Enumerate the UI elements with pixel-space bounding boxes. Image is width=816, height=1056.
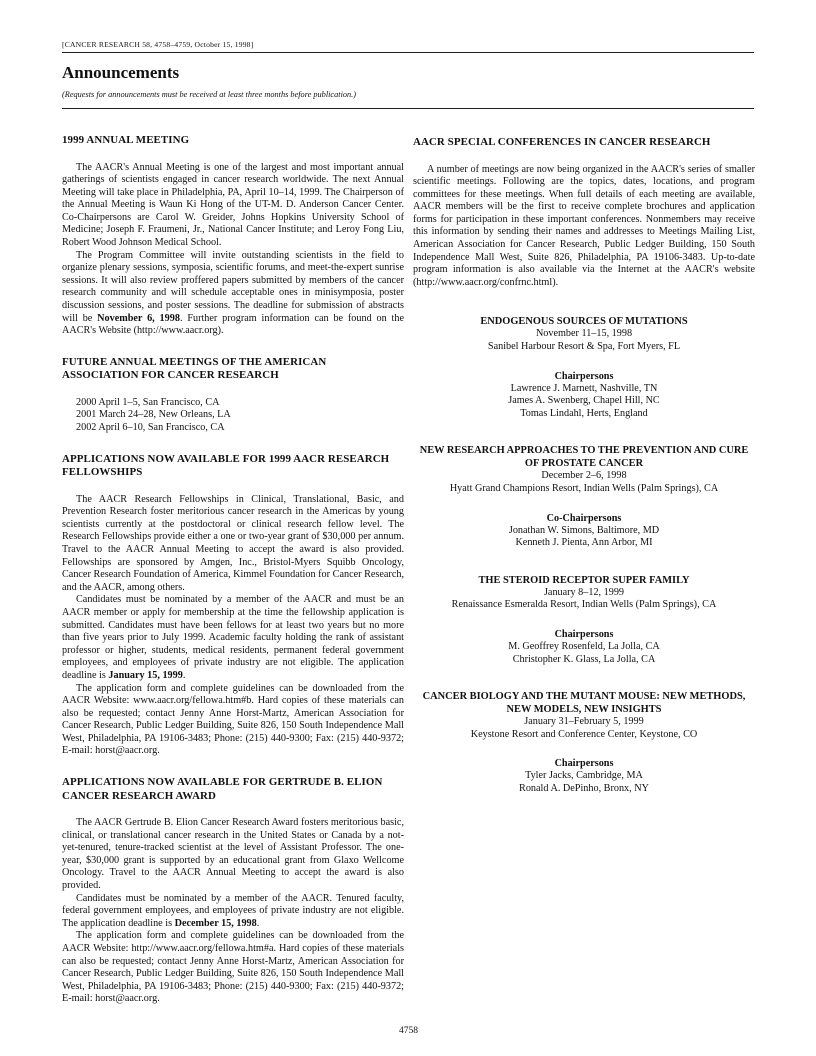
section-heading: FUTURE ANNUAL MEETINGS OF THE AMERICAN ASSOCIATION FOR CANCER RESEARCH (62, 355, 327, 382)
paragraph (62, 250, 404, 338)
paragraph (62, 594, 404, 682)
list-item: 2000 April 1–5, San Francisco, CA (76, 396, 220, 408)
conference-location: Keystone Resort and Conference Center, Keystone, CO (470, 728, 698, 740)
list-item: 2002 April 6–10, San Francisco, CA (76, 422, 225, 433)
page-subtitle: (Requests for announcements must be received at least three months before publication.) (62, 90, 357, 99)
conference-location: Sanibel Harbour Resort & Spa, Fort Myers, FL (487, 341, 681, 353)
elion-deadline: December 15, 1998 (174, 917, 257, 929)
text: . (256, 917, 260, 929)
text: Candidates must be nominated by a member of the AACR and must be an AACR member or apply for membership at the time the fellowship application is submitted. Candidates must have been fellows for at least two years but no more than five years prior to July 1999. Academic faculty holding the rank of assistant professor or higher, students, medical residents, permanent federal government employees, and employees of private industry are not eligible. The application deadline is (62, 594, 404, 681)
conference-title: CANCER BIOLOGY AND THE MUTANT MOUSE: NEW METHODS, NEW MODELS, NEW INSIGHTS (422, 691, 746, 716)
section-heading: 1999 ANNUAL MEETING (62, 134, 190, 146)
special-conferences-section (413, 136, 755, 289)
conference-title: THE STEROID RECEPTOR SUPER FAMILY (478, 574, 690, 586)
text: . Further program information can be found on the AACR's Website (http://www.aacr.org). (62, 312, 404, 337)
paragraph (62, 893, 404, 931)
conference-title: NEW RESEARCH APPROACHES TO THE PREVENTION AND CURE OF PROSTATE CANCER (419, 445, 749, 470)
chair-heading: Co-Chairpersons (546, 512, 622, 524)
future-meetings-list (76, 397, 404, 435)
chair-name: James A. Swenberg, Chapel Hill, NC (508, 395, 660, 407)
future-meetings-section (62, 356, 404, 435)
paragraph: The AACR Research Fellowships in Clinical, Translational, Basic, and Prevention Research foster meritorious cancer research in the Americas by young scientists currently at the postdoctoral or clinical research fellow level. The Research Fellowships provide either a one or two-year grant of $30,000 per annum. Travel to the AACR Annual Meeting to accept the award is also provided. Fellowships are sponsored by Amgen, Inc., Bristol-Myers Squibb Oncology, Cancer Research Foundation of America, Kimmel Foundation for Cancer Research, and the AACR, among others. (62, 493, 404, 593)
paragraph: The AACR's Annual Meeting is one of the largest and most important annual gatherings of scientists engaged in cancer research worldwide. The next Annual Meeting will take place in Philadelphia, PA, April 10–14, 1999. The Chairperson of the Annual Meeting is Waun Ki Hong of the UT-M. D. Anderson Cancer Center. Co-Chairpersons are Carol W. Greider, Johns Hopkins University School of Medicine; Joseph F. Fraumeni, Jr., National Cancer Institute; and Leroy Fong Liu, Robert Wood Johnson Medical School. (62, 161, 404, 249)
conference-dates: November 11–15, 1998 (535, 328, 633, 340)
page-title: Announcements (62, 63, 180, 82)
chair-name: Christopher K. Glass, La Jolla, CA (512, 653, 656, 665)
conference-location: Hyatt Grand Champions Resort, Indian Wells (Palm Springs), CA (449, 483, 719, 494)
chair-name: Jonathan W. Simons, Baltimore, MD (508, 524, 660, 536)
paragraph: The application form and complete guidelines can be downloaded from the AACR Website: www.aacr.org/fellowa.htm#b. Hard copies of these materials can also be requested; contact Jenny Anne Horst-Martz, American Association for Cancer Research, Public Ledger Building, Suite 826, 150 South Independence Mall West, Philadelphia, PA 19106-3483; Phone: (215) 440-9300; Fax: (215) 440-9372; E-mail: horst@aacr.org. (62, 682, 404, 757)
text: . (182, 669, 186, 681)
conference-title: ENDOGENOUS SOURCES OF MUTATIONS (480, 316, 688, 328)
chair-name: Kenneth J. Pienta, Ann Arbor, MI (515, 537, 653, 549)
chair-name: Lawrence J. Marnett, Nashville, TN (510, 382, 658, 394)
chair-name: Tomas Lindahl, Herts, England (520, 407, 648, 419)
subtitle-rule (62, 108, 754, 109)
paragraph: The AACR Gertrude B. Elion Cancer Research Award fosters meritorious basic, clinical, or translational cancer research in the United States or Canada by a not-yet-tenured, tenure-tracked scientist at the level of Assistant Professor. The one-year, $30,000 grant is supported by an educational grant from Glaxo Wellcome Oncology. Travel to the AACR Annual Meeting to accept the award is also provided. (62, 817, 404, 892)
citation-header: [CANCER RESEARCH 58, 4758–4759, October 15, 1998] (62, 40, 254, 49)
chair-name: Ronald A. DePinho, Bronx, NY (519, 782, 649, 794)
chair-name: M. Geoffrey Rosenfeld, La Jolla, CA (508, 640, 660, 652)
conference-dates: January 31–February 5, 1999 (524, 716, 644, 728)
conference-dates: January 8–12, 1999 (543, 586, 625, 598)
section-heading: APPLICATIONS NOW AVAILABLE FOR 1999 AACR RESEARCH FELLOWSHIPS (62, 452, 390, 479)
text: The Program Committee will invite outstanding scientists in the field to organize plenary sessions, symposia, scientific forums, and meet-the-expert sunrise sessions. It will also review proffered papers submitted by members of the cancer research community and will schedule acceptable ones in minisymposia, poster discussion sessions, and poster sessions. The deadline for submission of abstracts will be (62, 249, 404, 324)
abstract-deadline: November 6, 1998 (97, 312, 180, 324)
conference-block (413, 574, 755, 666)
fellowships-section (62, 453, 404, 758)
elion-section (62, 776, 404, 1006)
conference-block (413, 315, 755, 420)
list-item: 2001 March 24–28, New Orleans, LA (76, 409, 231, 421)
conference-dates: December 2–6, 1998 (541, 470, 627, 482)
paragraph: The application form and complete guidelines can be downloaded from the AACR Website: http://www.aacr.org/fellowa.htm#a. Hard copies of these materials can also be requested; contact Jenny Anne Horst-Martz, American Association for Cancer Research, Public Ledger Building, Suite 826, 150 South Independence Mall West, Philadelphia, PA 19106-3483; Phone: (215) 440-9300; Fax: (215) 440-9372; E-mail: horst@aacr.org. (62, 930, 404, 1005)
page-number: 4758 (399, 1026, 418, 1036)
header-rule (62, 52, 754, 53)
conference-location: Renaissance Esmeralda Resort, Indian Wells (Palm Springs), CA (451, 599, 717, 611)
paragraph: A number of meetings are now being organized in the AACR's series of smaller scientific meetings. Following are the topics, dates, locations, and program committees for these meetings. When full details of each meeting are available, AACR members will be the first to receive complete brochures and application forms for participation in these important conferences. Nonmembers may receive this information by sending their names and addresses to Meetings Mailing List, American Association for Cancer Research, Public Ledger Building, 150 South Independence Mall West, Suite 826, Philadelphia, PA 19106-3483. Up-to-date program information is also available via the Internet at the AACR's website (http://www.aacr.org/confrnc.html). (413, 163, 755, 288)
section-heading: AACR SPECIAL CONFERENCES IN CANCER RESEARCH (413, 136, 711, 148)
conference-block (413, 444, 755, 549)
section-heading: APPLICATIONS NOW AVAILABLE FOR GERTRUDE B. ELION CANCER RESEARCH AWARD (62, 776, 383, 802)
chair-heading: Chairpersons (554, 370, 614, 382)
chair-heading: Chairpersons (554, 628, 614, 640)
annual-meeting-section (62, 134, 404, 338)
conference-block (413, 690, 755, 795)
chair-name: Tyler Jacks, Cambridge, MA (525, 770, 643, 782)
text: Candidates must be nominated by a member of the AACR. Tenured faculty, federal government employees, and employees of private industry are not eligible. The application deadline is (62, 892, 404, 929)
right-column (413, 136, 755, 820)
fellowship-deadline: January 15, 1999 (108, 669, 183, 681)
left-column (62, 134, 404, 1024)
chair-heading: Chairpersons (554, 758, 614, 770)
